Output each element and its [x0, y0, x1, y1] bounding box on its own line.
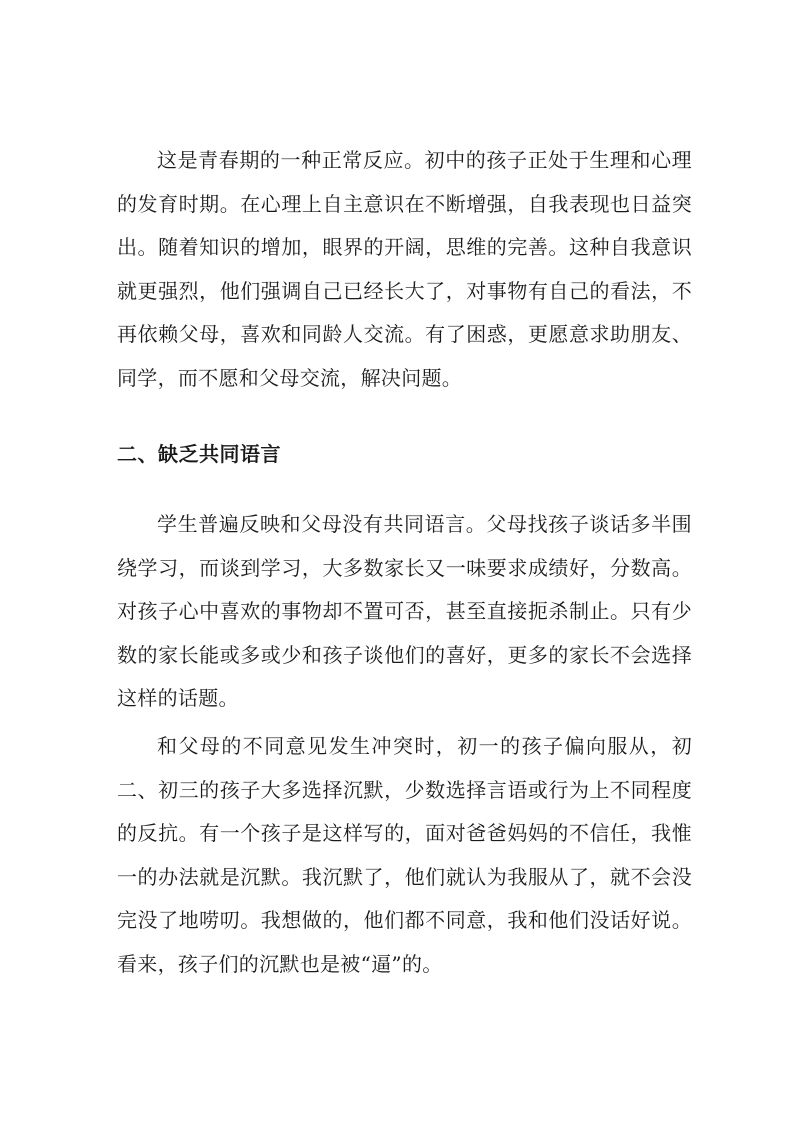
body-paragraph: 这是青春期的一种正常反应。初中的孩子正处于生理和心理的发育时期。在心理上自主意识在不断增强，自我表现也日益突出。随着知识的增加，眼界的开阔，思维的完善。这种自我意识就更强烈，他们强调自己已经长大了，对事物有自己的看法，不再依赖父母，喜欢和同龄人交流。有了困惑，更愿意求助朋友、同学，而不愿和父母交流，解决问题。 [117, 148, 692, 390]
section-heading: 二、缺乏共同语言 [117, 442, 281, 466]
body-paragraph: 和父母的不同意见发生冲突时，初一的孩子偏向服从，初二、初三的孩子大多选择沉默，少数选择言语或行为上不同程度的反抗。有一个孩子是这样写的，面对爸爸妈妈的不信任，我惟一的办法就是沉默。我沉默了，他们就认为我服从了，就不会没完没了地唠叨。我想做的，他们都不同意，我和他们没话好说。看来，孩子们的沉默也是被“逼”的。 [117, 734, 692, 976]
body-paragraph: 学生普遍反映和父母没有共同语言。父母找孩子谈话多半围绕学习，而谈到学习，大多数家长又一味要求成绩好，分数高。对孩子心中喜欢的事物却不置可否，甚至直接扼杀制止。只有少数的家长能或多或少和孩子谈他们的喜好，更多的家长不会选择这样的话题。 [117, 512, 692, 710]
